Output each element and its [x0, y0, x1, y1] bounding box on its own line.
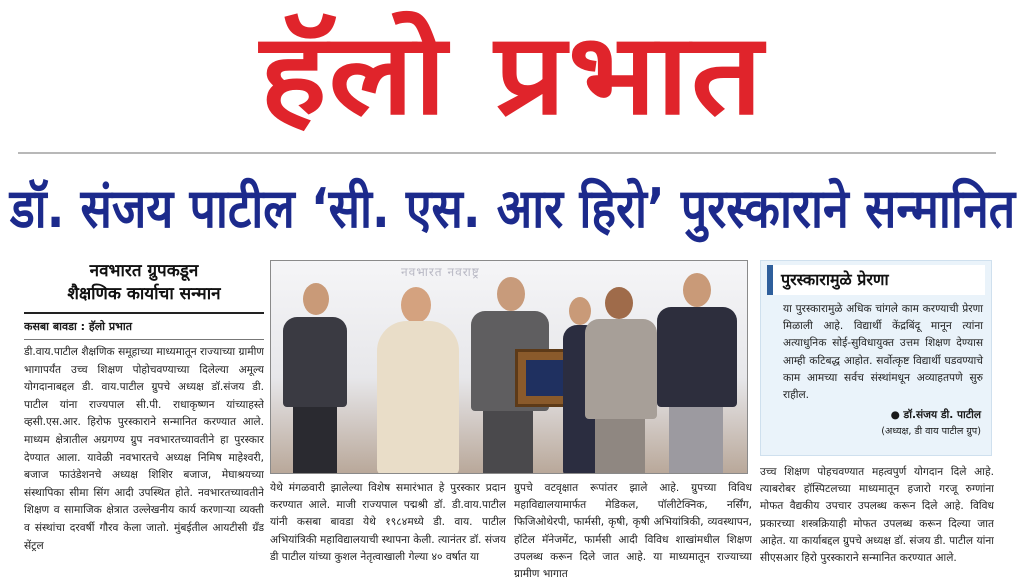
- left-column: [24, 258, 264, 582]
- masthead-title: हॅलो प्रभात: [259, 10, 765, 140]
- sidebar-role: (अध्यक्ष, डी वाय पाटील ग्रुप): [881, 426, 981, 438]
- photo-banner: नवभारत नवराष्ट्र: [401, 265, 480, 279]
- dateline: कसबा बावडा : हॅलो प्रभात: [24, 320, 132, 333]
- sub-headline: [24, 258, 264, 306]
- headline-text: डॉ. संजय पाटील ‘सी. एस. आर हिरो’ पुरस्काराने सन्मानित: [10, 177, 1016, 240]
- sub-headline-line2: शैक्षणिक कार्याचा सन्मान: [67, 284, 221, 304]
- left-column-body: डी.वाय.पाटील शैक्षणिक समूहाच्या माध्यमातून राज्याच्या ग्रामीण भागापर्यंत उच्च शिक्षण पोहोचवण्याच्या दिलेल्या अमूल्य योगदानाबद्दल डी. वाय.पाटील ग्रुपचे अध्यक्ष डॉ.संजय डी. पाटील यांना राज्यपाल सी.पी. राधाकृष्णन यांच्याहस्ते व्हसी.एस.आर. हिरोफ पुरस्काराने सन्मानित करण्यात आले. माध्यम क्षेत्रातील अग्रगण्य ग्रुप नवभारतच्यावतीने हा पुरस्कार देण्यात आला. यावेळी नवभारतचे अध्यक्ष निमिष माहेश्वरी, बजाज फाउंडेशनचे अध्यक्ष शिशिर बजाज, मेघाश्रयच्या संस्थापिका सीमा सिंग आदी उपस्थित होते. नवभारतच्यावतीने शिक्षण व सामाजिक क्षेत्रात उल्लेखनीय कार्य करणाऱ्या व्यक्ती व संस्थांचा दरवर्षी गौरव केला जातो. मुंबईतील आयटीसी ग्रँड सेंट्रल: [24, 346, 264, 552]
- person-figure: [279, 283, 351, 474]
- sidebar-signature: ● डॉ.संजय डी. पाटील: [890, 409, 981, 422]
- quote-sidebar: [760, 260, 992, 456]
- person-figure: [653, 273, 741, 474]
- sidebar-body: या पुरस्कारामुळे अधिक चांगले काम करण्याची प्रेरणा मिळाली आहे. विद्यार्थी केंद्रबिंदू मानून त्यांना अत्याधुनिक सोई-सुविधायुक्त उत्तम शिक्षण देण्यास आम्ही कटिबद्ध आहोत. सर्वोत्कृष्ट विद्यार्थी घडवण्याचे काम आमच्या सर्वच संस्थांमधून अव्याहतपणे सुरु राहील.: [783, 303, 983, 402]
- divider: [24, 312, 264, 314]
- masthead: [0, 0, 1024, 150]
- award-ceremony-photo: [270, 260, 748, 474]
- body-column-2: ग्रुपचे वटवृक्षात रूपांतर झाले आहे. ग्रुपच्या विविध महाविद्यालयामार्फत मेडिकल, पॉलीटेक्निक, नर्सिंग, फिजिओथेरपी, फार्मसी, कृषी, कृषी अभियांत्रिकी, व्यवस्थापन, हॉटेल मॅनेजमेंट, फार्मसी आदी विविध शाखांमधील शिक्षण उपलब्ध करून दिले जात आहे. या माध्यमातून राज्याच्या ग्रामीण भागात: [514, 482, 752, 581]
- person-figure: [583, 287, 659, 474]
- sidebar-title: पुरस्कारामुळे प्रेरणा: [767, 265, 985, 295]
- divider: [24, 339, 264, 340]
- body-column-1: येथे मंगळवारी झालेल्या विशेष समारंभात हे पुरस्कार प्रदान करण्यात आले. माजी राज्यपाल पद्मश्री डॉ. डी.वाय.पाटील यांनी कसबा बावडा येथे १९८४मध्ये डी. वाय. पाटील अभियांत्रिकी महाविद्यालयाची स्थापना केली. त्यानंतर डॉ. संजय डी पाटील यांच्या कुशल नेतृत्वाखाली गेल्या ४० वर्षात या: [270, 482, 506, 563]
- body-column-3: उच्च शिक्षण पोहचवण्यात महत्वपुर्ण योगदान दिले आहे. त्याबरोबर हॉस्पिटलच्या माध्यमातून हजारो गरजू रुग्णांना मोफत वैद्यकीय उपचार उपलब्ध करून दिले आहे. विविध प्रकारच्या शस्त्रक्रियाही मोफत उपलब्ध करून दिल्या जात आहेत. या कार्याबद्दल ग्रुपचे अध्यक्ष डॉ. संजय डी. पाटील यांना सीएसआर हिरो पुरस्काराने सन्मानित करण्यात आले.: [760, 466, 994, 565]
- person-figure: [371, 287, 465, 474]
- sub-headline-line1: नवभारत ग्रुपकडून: [89, 261, 199, 281]
- article-headline: [10, 160, 1016, 252]
